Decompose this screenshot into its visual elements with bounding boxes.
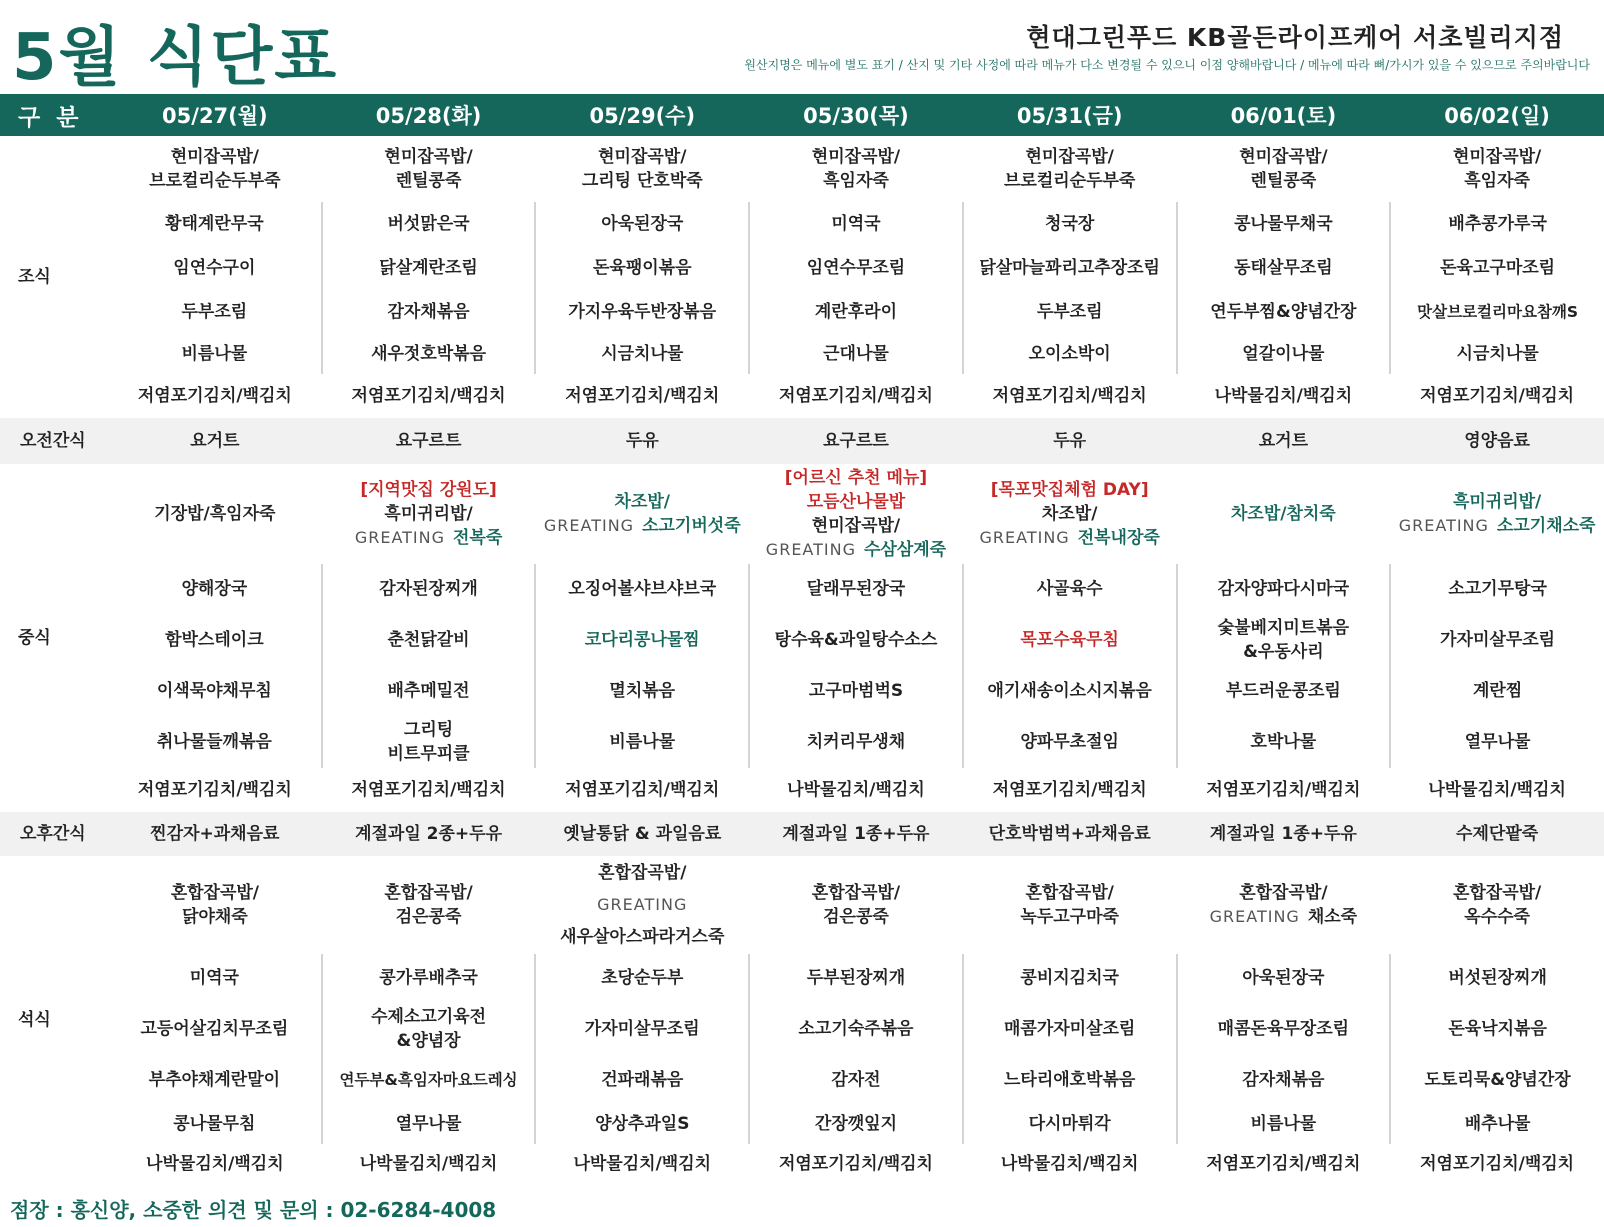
menu-cell [749, 464, 963, 564]
menu-cell: 시금치나물 [535, 334, 749, 374]
menu-line: 혼합잡곡밥/ [1025, 883, 1114, 903]
menu-cell: 부드러운콩조림 [1177, 666, 1391, 716]
menu-cell: 닭살마늘꽈리고추장조림 [963, 246, 1177, 290]
menu-cell [963, 136, 1177, 202]
menu-cell: 단호박범벅+과채음료 [988, 824, 1151, 844]
dinner-side2-row [0, 1104, 1604, 1144]
menu-line: 검은콩죽 [823, 907, 889, 927]
menu-porridge: 전복죽 [453, 528, 503, 548]
menu-cell: 취나물들깨볶음 [156, 732, 272, 752]
dinner-main-row [0, 1002, 1604, 1056]
pm-snack-row [0, 812, 1604, 856]
menu-cell: 두유 [625, 431, 659, 451]
menu-line [1179, 905, 1389, 929]
menu-cell: 맛살브로컬리마요참깨S [1390, 290, 1604, 334]
menu-cell: 가자미살무조림 [535, 1002, 749, 1056]
menu-line [324, 526, 534, 550]
menu-cell: 호박나물 [1177, 716, 1391, 768]
breakfast-side2-row [0, 334, 1604, 374]
menu-cell: 계절과일 1종+두유 [1209, 824, 1357, 844]
footer-contact: 점장 : 홍신양, 소중한 의견 및 문의 : 02-6284-4008 [10, 1198, 497, 1222]
menu-line: 숯불베지미트볶음 [1217, 618, 1350, 638]
menu-cell: 두유 [1053, 431, 1087, 451]
menu-cell: 얼갈이나물 [1177, 334, 1391, 374]
menu-cell: 양상추과일S [535, 1104, 749, 1144]
page-title: 5월 식단표 [12, 21, 339, 95]
menu-line: 현미잡곡밥/ [1452, 147, 1542, 167]
menu-cell: 감자전 [749, 1056, 963, 1104]
menu-cell [108, 136, 322, 202]
menu-cell: 소고기무탕국 [1390, 564, 1604, 614]
menu-cell: 저염포기김치/백김치 [1420, 1154, 1575, 1174]
menu-cell: 저염포기김치/백김치 [1206, 780, 1361, 800]
header-day: 05/31(금) [1016, 104, 1123, 128]
menu-cell: 시금치나물 [1390, 334, 1604, 374]
menu-cell [1390, 464, 1604, 564]
header-day: 05/29(수) [589, 104, 696, 128]
menu-cell [1177, 856, 1391, 954]
event-tag: 모듬산나물밥 [806, 492, 906, 512]
menu-cell: 수제단팥죽 [1456, 824, 1539, 844]
menu-cell: 코다리콩나물찜 [535, 614, 749, 666]
menu-cell: 도토리묵&양념간장 [1390, 1056, 1604, 1104]
menu-cell: 근대나물 [749, 334, 963, 374]
breakfast-kimchi-row [0, 374, 1604, 418]
menu-cell: 나박물김치/백김치 [787, 780, 925, 800]
greating-logo: GREATING [597, 895, 688, 914]
menu-porridge: 채소죽 [1307, 907, 1358, 927]
menu-cell: 애기새송이소시지볶음 [963, 666, 1177, 716]
menu-line: 브로컬리순두부죽 [149, 171, 281, 191]
menu-line [537, 893, 747, 917]
menu-line: 새우살아스파라거스죽 [560, 927, 725, 947]
menu-cell: 버섯맑은국 [322, 202, 536, 246]
menu-cell [963, 856, 1177, 954]
menu-cell: 감자된장찌개 [322, 564, 536, 614]
lunch-side2-row [0, 716, 1604, 768]
menu-line: 브로컬리순두부죽 [1003, 171, 1136, 191]
menu-line: 흑미귀리밥/ [384, 504, 473, 524]
menu-line: 흑임자죽 [1464, 171, 1530, 191]
menu-cell [322, 856, 536, 954]
menu-line: 현미잡곡밥/ [384, 147, 473, 167]
menu-cell: 비름나물 [1177, 1104, 1391, 1144]
menu-cell [535, 856, 749, 954]
menu-cell [322, 716, 536, 768]
menu-cell: 감자채볶음 [322, 290, 536, 334]
event-tag: [목포맛집체험 DAY] [990, 480, 1149, 500]
greating-logo: GREATING [543, 516, 635, 535]
menu-cell: 두부조림 [963, 290, 1177, 334]
menu-line: &양념장 [396, 1031, 461, 1051]
menu-cell: 오이소박이 [963, 334, 1177, 374]
menu-cell: 간장깻잎지 [749, 1104, 963, 1144]
menu-cell: 황태계란무국 [165, 214, 264, 234]
menu-cell: 두부조림 [181, 302, 248, 322]
menu-cell [322, 464, 536, 564]
menu-cell: 저염포기김치/백김치 [1420, 386, 1575, 406]
menu-line: 렌틸콩죽 [395, 171, 462, 191]
menu-cell: 나박물김치/백김치 [1214, 386, 1353, 406]
menu-cell: 요거트 [190, 431, 240, 451]
menu-cell: 연두부&흑임자마요드레싱 [322, 1056, 536, 1104]
menu-cell: 저염포기김치/백김치 [778, 386, 933, 406]
menu-cell [535, 136, 749, 202]
menu-line: 혼합잡곡밥/ [598, 863, 687, 883]
lunch-main-row [0, 614, 1604, 666]
menu-line: 혼합잡곡밥/ [170, 883, 260, 903]
dinner-kimchi-row [0, 1144, 1604, 1184]
header-day: 05/30(목) [803, 104, 909, 128]
menu-cell: 나박물김치/백김치 [359, 1154, 498, 1174]
menu-line: 혼합잡곡밥/ [1239, 883, 1328, 903]
menu-line [965, 526, 1175, 550]
menu-cell: 나박물김치/백김치 [1000, 1154, 1139, 1174]
menu-cell: 계절과일 1종+두유 [782, 824, 930, 844]
menu-line: 렌틸콩죽 [1250, 171, 1317, 191]
menu-cell: 저염포기김치/백김치 [778, 1154, 933, 1174]
menu-cell [322, 136, 536, 202]
menu-cell: 사골육수 [963, 564, 1177, 614]
menu-line: 흑미귀리밥/ [1452, 492, 1542, 512]
menu-cell: 저염포기김치/백김치 [351, 780, 506, 800]
menu-cell: 찐감자+과채음료 [150, 824, 280, 844]
menu-line: 옥수수죽 [1464, 907, 1530, 927]
menu-porridge: 전복내장죽 [1077, 528, 1160, 548]
greating-logo: GREATING [1398, 516, 1489, 535]
menu-cell: 느타리애호박볶음 [963, 1056, 1177, 1104]
menu-line: 수제소고기육전 [371, 1007, 487, 1027]
menu-line: 혼합잡곡밥/ [811, 883, 901, 903]
menu-cell: 비름나물 [535, 716, 749, 768]
menu-cell: 버섯된장찌개 [1390, 954, 1604, 1002]
menu-cell: 양해장국 [181, 579, 248, 599]
menu-cell: 계란후라이 [749, 290, 963, 334]
menu-cell: 동태살무조림 [1177, 246, 1391, 290]
menu-cell: 계란찜 [1390, 666, 1604, 716]
menu-cell [535, 464, 749, 564]
menu-line: 닭야채죽 [182, 907, 248, 927]
menu-cell: 계절과일 2종+두유 [355, 824, 503, 844]
menu-cell: 비름나물 [181, 344, 248, 364]
menu-cell [749, 856, 963, 954]
greating-logo: GREATING [979, 528, 1070, 547]
menu-line [751, 538, 961, 562]
menu-cell: 콩나물무침 [173, 1114, 256, 1134]
menu-cell: 나박물김치/백김치 [1428, 780, 1566, 800]
menu-cell: 함박스테이크 [165, 630, 264, 650]
menu-cell: 멸치볶음 [535, 666, 749, 716]
menu-cell: 저염포기김치/백김치 [565, 386, 720, 406]
menu-cell: 고등어살김치무조림 [140, 1019, 289, 1039]
menu-cell: 영양음료 [1464, 431, 1530, 451]
menu-cell: 춘천닭갈비 [322, 614, 536, 666]
menu-cell: 돈육낙지볶음 [1390, 1002, 1604, 1056]
category-lunch: 중식 [18, 628, 51, 648]
lunch-kimchi-row [0, 768, 1604, 812]
header-day: 05/28(화) [375, 104, 482, 128]
menu-cell: 이색묵야채무침 [156, 681, 272, 701]
company-name: 현대그린푸드 KB골든라이프케어 서초빌리지점 [1026, 23, 1564, 52]
menu-cell: 요구르트 [823, 431, 889, 451]
menu-cell: 배추메밀전 [322, 666, 536, 716]
menu-cell: 목포수육무침 [963, 614, 1177, 666]
menu-line: 현미잡곡밥/ [170, 147, 260, 167]
menu-cell: 나박물김치/백김치 [573, 1154, 712, 1174]
menu-porridge: 소고기채소죽 [1496, 516, 1596, 536]
menu-cell: 저염포기김치/백김치 [1206, 1154, 1361, 1174]
menu-cell [1390, 856, 1604, 954]
dinner-rice-row [0, 856, 1604, 954]
menu-cell: 임연수구이 [173, 258, 256, 278]
greating-logo: GREATING [765, 540, 856, 559]
menu-line: 현미잡곡밥/ [1025, 147, 1114, 167]
menu-cell: 임연수무조림 [749, 246, 963, 290]
menu-cell [1390, 136, 1604, 202]
menu-line: 그리팅 [403, 720, 454, 740]
menu-cell: 차조밥/참치죽 [1230, 504, 1336, 524]
menu-cell: 저염포기김치/백김치 [137, 780, 292, 800]
category-breakfast: 조식 [18, 267, 51, 287]
breakfast-soup-row [0, 202, 1604, 246]
menu-cell: 부추야채계란말이 [148, 1070, 281, 1090]
menu-cell [1177, 614, 1391, 666]
menu-cell: 연두부찜&양념간장 [1177, 290, 1391, 334]
menu-line: 혼합잡곡밥/ [384, 883, 473, 903]
breakfast-main-row [0, 246, 1604, 290]
menu-cell [963, 464, 1177, 564]
category-am-snack: 오전간식 [20, 431, 86, 451]
dinner-side1-row [0, 1056, 1604, 1104]
lunch-side1-row [0, 666, 1604, 716]
menu-line: 검은콩죽 [395, 907, 462, 927]
header-day: 06/02(일) [1444, 104, 1550, 128]
menu-cell: 양파무초절임 [963, 716, 1177, 768]
menu-cell: 콩가루배추국 [322, 954, 536, 1002]
menu-cell: 돈육팽이볶음 [535, 246, 749, 290]
menu-cell: 열무나물 [322, 1104, 536, 1144]
menu-cell: 매콤돈육무장조림 [1177, 1002, 1391, 1056]
menu-cell: 돈육고구마조림 [1390, 246, 1604, 290]
header-row [0, 94, 1604, 136]
menu-cell: 감자양파다시마국 [1177, 564, 1391, 614]
menu-cell: 초당순두부 [535, 954, 749, 1002]
menu-cell: 요거트 [1258, 431, 1308, 451]
category-pm-snack: 오후간식 [20, 824, 86, 844]
menu-cell: 저염포기김치/백김치 [565, 780, 720, 800]
header-gubun: 구 분 [18, 104, 83, 131]
menu-line: 차조밥/ [1041, 504, 1098, 524]
menu-porridge: 소고기버섯죽 [642, 516, 741, 536]
menu-cell: 탕수육&과일탕수소스 [749, 614, 963, 666]
menu-line: 흑임자죽 [823, 171, 889, 191]
menu-cell: 옛날통닭 & 과일음료 [563, 824, 722, 844]
menu-line: 혼합잡곡밥/ [1452, 883, 1542, 903]
menu-cell: 가지우육두반장볶음 [535, 290, 749, 334]
menu-line [537, 514, 747, 538]
menu-cell: 가자미살무조림 [1390, 614, 1604, 666]
menu-cell: 닭살계란조림 [322, 246, 536, 290]
menu-line: 현미잡곡밥/ [811, 516, 901, 536]
menu-cell: 배추나물 [1390, 1104, 1604, 1144]
lunch-soup-row [0, 564, 1604, 614]
breakfast-rice-row [0, 136, 1604, 202]
event-tag: [지역맛집 강원도] [360, 480, 497, 500]
menu-cell: 미역국 [749, 202, 963, 246]
menu-cell [1177, 136, 1391, 202]
menu-cell: 고구마범벅S [749, 666, 963, 716]
header-day: 06/01(토) [1230, 104, 1337, 128]
menu-cell: 미역국 [189, 968, 239, 988]
menu-line: 차조밥/ [614, 492, 670, 512]
menu-porridge: 수삼삼계죽 [863, 540, 947, 560]
menu-line [1392, 514, 1602, 538]
menu-cell: 요구르트 [395, 431, 462, 451]
menu-cell: 저염포기김치/백김치 [992, 386, 1147, 406]
meal-table [0, 94, 1604, 1184]
lunch-rice-row [0, 464, 1604, 564]
menu-cell: 나박물김치/백김치 [146, 1154, 284, 1174]
dinner-soup-row [0, 954, 1604, 1002]
menu-cell: 감자채볶음 [1177, 1056, 1391, 1104]
menu-cell: 배추콩가루국 [1390, 202, 1604, 246]
menu-cell: 저염포기김치/백김치 [351, 386, 506, 406]
menu-cell: 달래무된장국 [749, 564, 963, 614]
menu-cell [322, 1002, 536, 1056]
menu-cell: 저염포기김치/백김치 [137, 386, 292, 406]
menu-line: 현미잡곡밥/ [1239, 147, 1328, 167]
event-tag: [어르신 추천 메뉴] [784, 468, 928, 488]
menu-cell: 저염포기김치/백김치 [992, 780, 1147, 800]
menu-cell: 건파래볶음 [535, 1056, 749, 1104]
menu-line: 현미잡곡밥/ [598, 147, 687, 167]
menu-cell: 치커리무생채 [749, 716, 963, 768]
greating-logo: GREATING [354, 528, 445, 547]
menu-cell: 콩나물무채국 [1177, 202, 1391, 246]
menu-line: 그리팅 단호박죽 [581, 171, 703, 191]
menu-line: 현미잡곡밥/ [811, 147, 901, 167]
menu-cell: 열무나물 [1390, 716, 1604, 768]
notice-text: 원산지명은 메뉴에 별도 표기 / 산지 및 기타 사정에 따라 메뉴가 다소 변경될 수 있으니 이점 양해바랍니다 / 메뉴에 따라 뼈/가시가 있을 수 있으므로 주의바랍니다 [744, 58, 1590, 72]
menu-cell: 기장밥/흑임자죽 [154, 504, 276, 524]
am-snack-row [0, 418, 1604, 464]
menu-cell: 새우젓호박볶음 [322, 334, 536, 374]
header-day: 05/27(월) [162, 104, 268, 128]
category-dinner: 석식 [18, 1010, 51, 1030]
menu-cell: 다시마튀각 [963, 1104, 1177, 1144]
menu-cell: 매콤가자미살조림 [963, 1002, 1177, 1056]
menu-line: 녹두고구마죽 [1020, 907, 1119, 927]
menu-cell [108, 856, 322, 954]
menu-cell: 소고기숙주볶음 [749, 1002, 963, 1056]
menu-line: &우동사리 [1243, 642, 1324, 662]
breakfast-side1-row [0, 290, 1604, 334]
menu-cell: 청국장 [963, 202, 1177, 246]
menu-line: 비트무피클 [387, 744, 470, 764]
menu-cell [749, 136, 963, 202]
menu-cell: 아욱된장국 [1177, 954, 1391, 1002]
menu-cell: 콩비지김치국 [963, 954, 1177, 1002]
menu-cell: 두부된장찌개 [749, 954, 963, 1002]
menu-cell: 아욱된장국 [535, 202, 749, 246]
menu-cell: 오징어볼샤브샤브국 [535, 564, 749, 614]
greating-logo: GREATING [1209, 907, 1300, 926]
